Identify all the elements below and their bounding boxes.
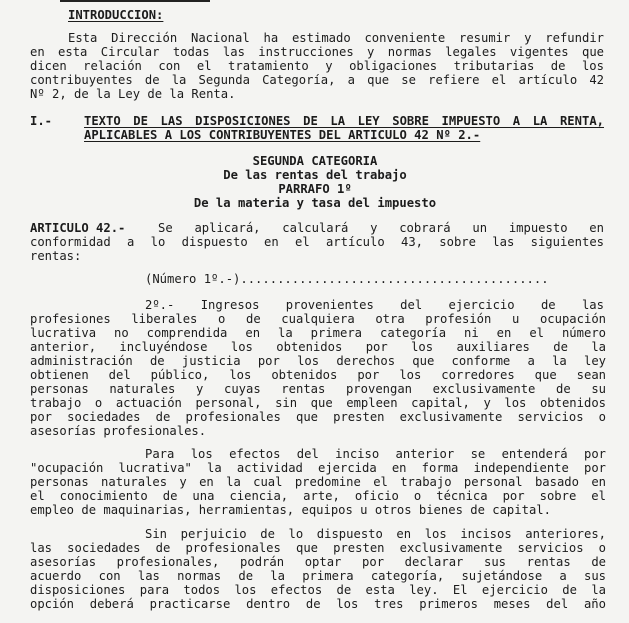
section-number: I.-: [30, 114, 53, 128]
intro-line: Esta Dirección Nacional ha estimado conveniente resumir y refundir: [68, 31, 604, 45]
para2-line: lucrativa no comprendida en la primera categoría ni en el número: [30, 326, 606, 340]
section-title-line: TEXTO DE LAS DISPOSICIONES DE LA LEY SOBRE IMPUESTO A LA RENTA,: [84, 114, 604, 128]
para4-line: asesorías profesionales, podrán optar por declarar sus rentas de: [30, 555, 606, 569]
para3-line: Para los efectos del inciso anterior se entenderá por: [145, 447, 606, 461]
para2-line: anterior, incluyéndose los obtenidos por los auxiliares de la: [30, 340, 606, 354]
para4-line: acuerdo con las normas de la primera categoría, sujetándose a sus: [30, 569, 606, 583]
para2-line: administración de justicia por los derechos que conforme a la ley: [30, 354, 606, 368]
intro-line: en esta Circular todas las instrucciones y normas legales vigentes que: [30, 45, 604, 59]
intro-line: contribuyentes de la Segunda Categoría, a que se refiere el artículo 42: [30, 73, 604, 87]
para4-line: Sin perjuicio de lo dispuesto en los incisos anteriores,: [145, 527, 606, 541]
article-line: Se aplicará, calculará y cobrará un impuesto en: [158, 221, 604, 235]
numero-line: (Número 1º.-)..........................................: [145, 272, 549, 286]
para2-line: profesiones liberales o de cualquiera otra profesión u ocupación: [30, 312, 606, 326]
heading-introduccion: INTRODUCCION:: [68, 8, 164, 22]
para4-line: las sociedades de profesionales que presten exclusivamente servicios o: [30, 541, 606, 555]
article-line: conformidad a lo dispuesto en el artículo 43, sobre las siguientes: [30, 235, 604, 249]
section-title-line: APLICABLES A LOS CONTRIBUYENTES DEL ARTICULO 42 Nº 2.-: [84, 128, 481, 142]
intro-line: Nº 2, de la Ley de la Renta.: [30, 87, 236, 101]
para3-line: personas naturales y en la cual predomine el trabajo personal basado en: [30, 475, 606, 489]
para4-line: opción deberá practicarse dentro de los tres primeros meses del año: [30, 597, 606, 611]
para2-line: 2º.- Ingresos provenientes del ejercicio de las: [145, 298, 604, 312]
para2-line: trabajo o actuación personal, sin que empleen capital, y los obtenidos: [30, 396, 606, 410]
para3-line: empleo de maquinarias, herramientas, equipos u otros bienes de capital.: [30, 503, 551, 517]
top-rule: [60, 0, 210, 2]
center-heading: SEGUNDA CATEGORIA: [252, 154, 378, 168]
para2-line: asesorías profesionales.: [30, 424, 207, 438]
article-line: rentas:: [30, 249, 82, 263]
para2-line: personas naturales y cuyas rentas provengan exclusivamente de su: [30, 382, 606, 396]
center-heading: De las rentas del trabajo: [223, 168, 407, 182]
article-label: ARTICULO 42.-: [30, 221, 126, 235]
center-heading: De la materia y tasa del impuesto: [193, 196, 437, 210]
center-heading: PARRAFO 1º: [278, 182, 352, 196]
intro-line: dicen relación con el tratamiento y obligaciones tributarias de los: [30, 59, 604, 73]
para4-line: disposiciones para todos los efectos de esta ley. El ejercicio de la: [30, 583, 606, 597]
para3-line: "ocupación lucrativa" la actividad ejercida en forma independiente por: [30, 461, 606, 475]
para2-line: por sociedades de profesionales que presten exclusivamente servicios o: [30, 410, 606, 424]
para2-line: obtienen del público, los obtenidos por los corredores que sean: [30, 368, 606, 382]
para3-line: el conocimiento de una ciencia, arte, oficio o técnica por sobre el: [30, 489, 606, 503]
